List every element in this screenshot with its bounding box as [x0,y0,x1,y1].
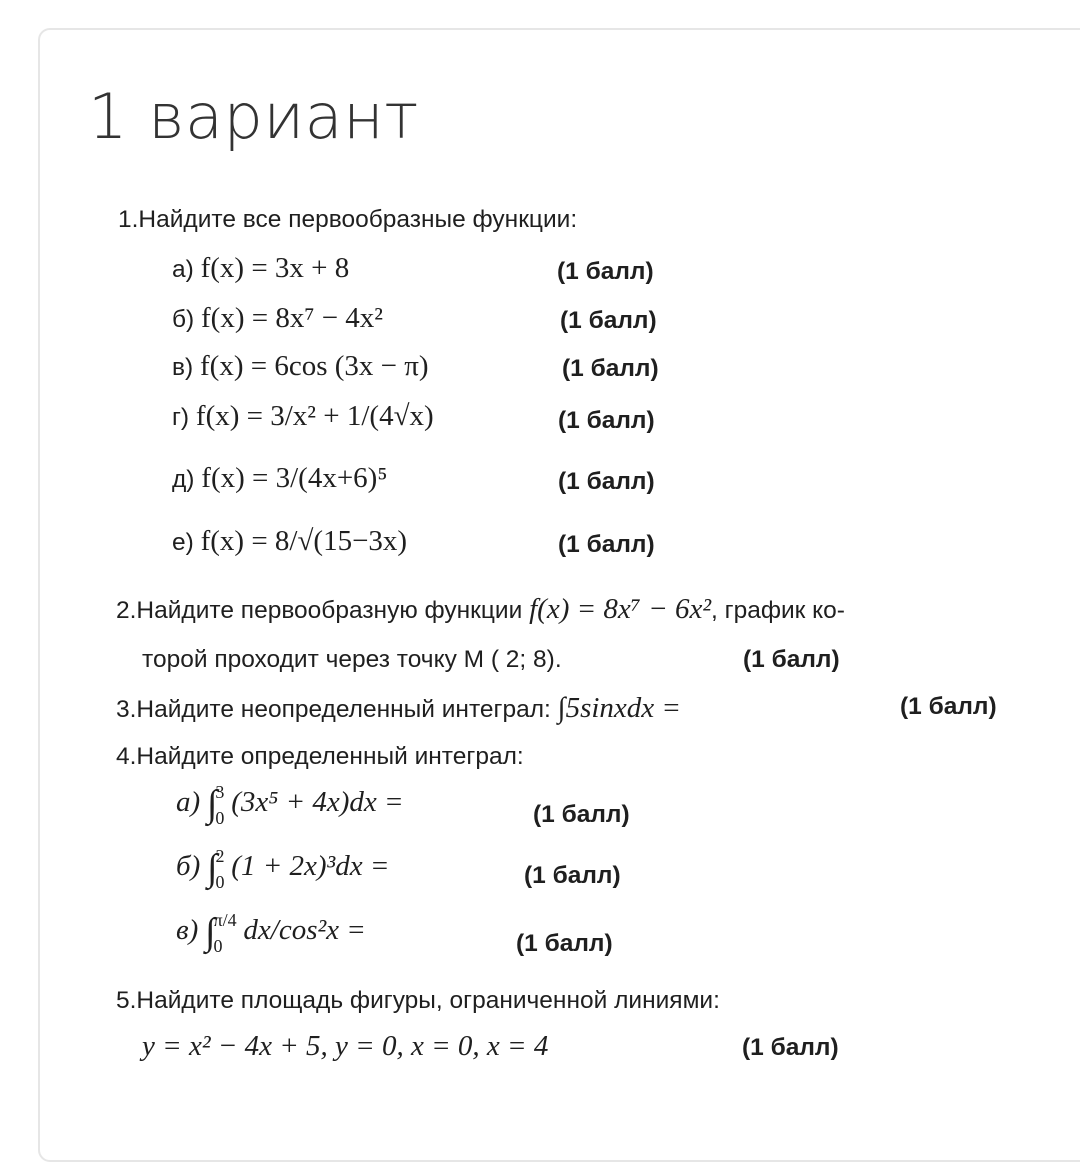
task2-points: (1 балл) [743,646,840,673]
task4-item-b-lower: 0 [215,871,225,892]
integral-sign-icon: ∫ [206,783,218,825]
task4-item-b-label: б) [176,850,201,882]
task1-item-d-points: (1 балл) [558,407,655,434]
task4-item-c-upper: π/4 [213,909,237,930]
task1-item-f [172,525,407,558]
task4-item-c-limits [213,911,236,955]
task1-item-f-label: е) [172,529,194,556]
task4-item-a-upper: 3 [215,781,225,802]
task4-item-a-integrand: (3x⁵ + 4x)dx = [231,786,404,818]
integral-sign-icon: ∫ [207,847,218,889]
task5-heading: 5.Найдите площадь фигуры, ограниченной линиями: [116,987,720,1014]
task1-item-e-points: (1 балл) [558,468,655,495]
task5-line [142,1030,548,1063]
task1-item-f-points: (1 балл) [558,531,655,558]
task1-item-d-label: г) [172,404,190,431]
task1-item-c [172,350,429,383]
task1-item-b-points: (1 балл) [560,307,657,334]
task4-item-c-integrand: dx/cos²x = [243,914,366,946]
task4-item-a-label: а) [176,786,201,818]
task4-item-b [176,846,389,891]
task4-item-a-lower: 0 [215,807,225,828]
task2-formula: f(x) = 8x⁷ − 6x² [529,593,712,625]
task1-item-e-label: д) [172,466,195,493]
task4-item-a-limits [215,783,224,827]
task4-item-c-points: (1 балл) [516,930,613,957]
task1-item-a-points: (1 балл) [557,258,654,285]
task1-item-a [172,252,349,285]
task1-item-b-formula: f(x) = 8x⁷ − 4x² [201,302,384,334]
task1-item-c-points: (1 балл) [562,355,659,382]
task2-text: 2.Найдите первообразную функции [116,597,523,624]
task1-item-c-label: в) [172,354,194,381]
task1-item-f-formula: f(x) = 8/√(15−3x) [200,525,408,557]
task4-heading: 4.Найдите определенный интеграл: [116,743,524,770]
task1-item-d-formula: f(x) = 3/x² + 1/(4√x) [195,400,434,432]
task1-item-b [172,302,383,335]
task1-item-e [172,462,387,495]
task3-formula: ∫5sinxdx = [557,692,681,724]
task2-text-after: , график ко- [711,597,845,624]
integral-sign-icon: ∫ [205,911,216,953]
task4-item-b-integrand: (1 + 2x)³dx = [231,850,390,882]
task5-points: (1 балл) [742,1034,839,1061]
task4-item-a-points: (1 балл) [533,801,630,828]
task3-points: (1 балл) [900,693,997,720]
task2-line1 [116,593,845,626]
task1-item-d [172,400,434,433]
task4-item-c-label: в) [176,914,199,946]
task1-item-a-label: а) [172,256,194,283]
task4-item-a [176,782,404,827]
task4-item-b-limits [215,847,224,891]
task1-item-e-formula: f(x) = 3/(4x+6)⁵ [201,462,388,494]
task1-item-c-formula: f(x) = 6cos (3x − π) [200,350,429,382]
task4-item-b-upper: 2 [215,845,225,866]
task3-line [116,692,681,725]
task1-heading: 1.Найдите все первообразные функции: [118,206,578,233]
task5-formula: y = x² − 4x + 5, y = 0, x = 0, x = 4 [142,1030,549,1062]
task1-item-a-formula: f(x) = 3x + 8 [200,252,350,284]
task1-item-b-label: б) [172,306,195,333]
page-title: 1 вариант [88,80,419,153]
task4-item-b-points: (1 балл) [524,862,621,889]
task4-item-c-lower: 0 [213,935,223,956]
task4-item-c [176,910,366,955]
task2-line2: торой проходит через точку М ( 2; 8). [142,646,562,673]
task3-text: 3.Найдите неопределенный интеграл: [116,696,551,723]
